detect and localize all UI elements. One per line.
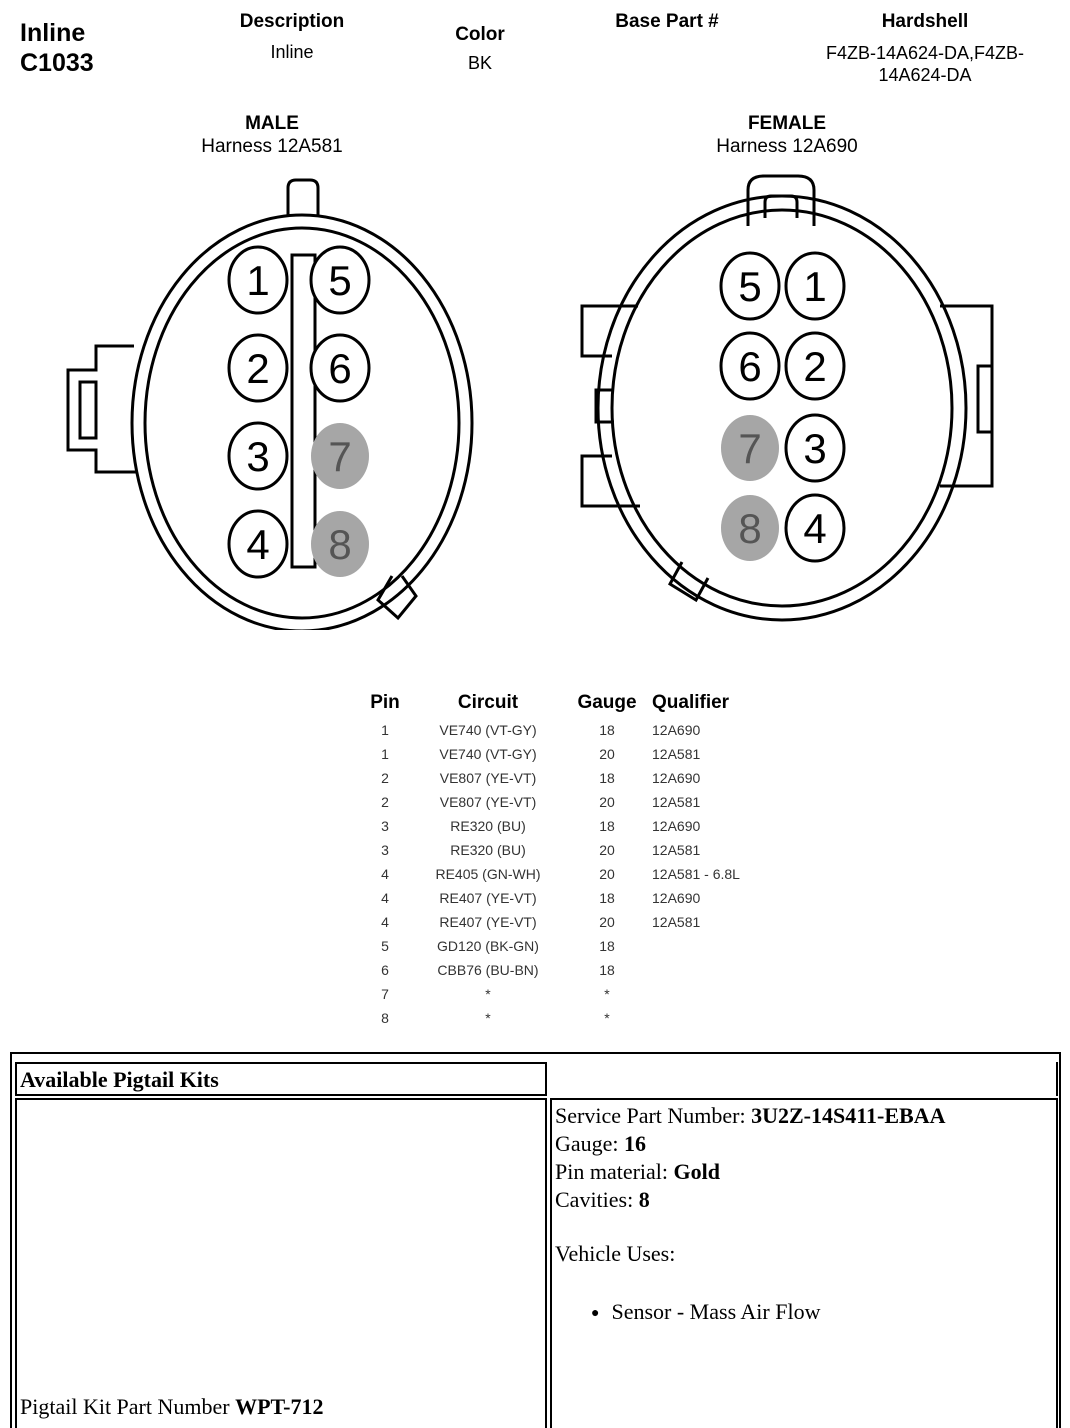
gauge-cell: 18 bbox=[599, 938, 615, 954]
title-line-1: Inline bbox=[20, 19, 86, 47]
table-row bbox=[362, 742, 748, 766]
qualifier-cell: 12A690 bbox=[652, 890, 701, 906]
male-pins bbox=[229, 247, 369, 577]
male-title: MALE bbox=[245, 113, 299, 134]
pin-cell: 8 bbox=[381, 1010, 389, 1026]
female-pin-2 bbox=[786, 333, 844, 399]
pigtail-kit-line bbox=[20, 1394, 324, 1420]
color-label: Color bbox=[455, 24, 505, 45]
gauge-cell: 18 bbox=[599, 770, 615, 786]
male-pin-number: 7 bbox=[328, 433, 352, 480]
cavities-value: 8 bbox=[638, 1187, 650, 1212]
pin-cell: 4 bbox=[381, 866, 389, 882]
kit-right-cell bbox=[550, 1098, 1058, 1428]
qualifier-cell bbox=[646, 1006, 748, 1030]
table-row bbox=[362, 718, 748, 742]
female-top-key bbox=[748, 176, 814, 226]
table-row bbox=[362, 982, 748, 1006]
qualifier-cell: 12A690 bbox=[652, 818, 701, 834]
circuit-cell: GD120 (BK-GN) bbox=[437, 938, 539, 954]
table-row bbox=[362, 814, 748, 838]
table-row bbox=[362, 838, 748, 862]
pin-cell: 2 bbox=[381, 770, 389, 786]
gauge-line bbox=[555, 1130, 945, 1158]
female-pin-7 bbox=[721, 415, 779, 481]
female-pin-number: 7 bbox=[738, 425, 762, 472]
connector-title bbox=[20, 18, 94, 78]
kit-heading: Available Pigtail Kits bbox=[20, 1067, 219, 1092]
hardshell-line-1: F4ZB-14A624-DA,F4ZB- bbox=[825, 43, 1025, 63]
female-pin-number: 1 bbox=[803, 263, 827, 310]
female-pin-3 bbox=[786, 415, 844, 481]
color-value: BK bbox=[467, 53, 492, 73]
female-pin-1 bbox=[786, 253, 844, 319]
female-pin-5 bbox=[721, 253, 779, 319]
male-pin-2 bbox=[229, 335, 287, 401]
kit-details bbox=[555, 1102, 945, 1328]
male-pin-7 bbox=[311, 423, 369, 489]
male-side-clip bbox=[68, 346, 136, 472]
circuit-cell: VE740 (VT-GY) bbox=[439, 722, 537, 738]
female-pin-number: 3 bbox=[803, 425, 827, 472]
gauge-cell: 18 bbox=[599, 722, 615, 738]
title-line-2: C1033 bbox=[20, 49, 94, 77]
vehicle-uses-label: Vehicle Uses: bbox=[555, 1241, 676, 1266]
gauge-cell: 20 bbox=[599, 842, 615, 858]
male-side-clip-slot bbox=[80, 382, 96, 438]
qualifier-cell: 12A581 bbox=[652, 794, 701, 810]
female-pin-number: 4 bbox=[803, 505, 827, 552]
gauge-cell: 20 bbox=[599, 794, 615, 810]
circuit-cell: VE807 (YE-VT) bbox=[439, 794, 537, 810]
table-row bbox=[362, 766, 748, 790]
pin-cell: 4 bbox=[381, 890, 389, 906]
female-right-flange-slot bbox=[978, 366, 992, 432]
male-pin-1 bbox=[229, 247, 287, 313]
pin-cell: 4 bbox=[381, 914, 389, 930]
qualifier-cell bbox=[646, 982, 748, 1006]
qualifier-cell: 12A581 bbox=[652, 746, 701, 762]
pin-table-header bbox=[362, 692, 748, 718]
kit-heading-right-box bbox=[547, 1062, 1058, 1096]
circuit-cell: RE320 (BU) bbox=[450, 818, 526, 834]
cavities-line bbox=[555, 1186, 945, 1214]
male-pin-6 bbox=[311, 335, 369, 401]
table-row bbox=[362, 886, 748, 910]
circuit-cell: RE320 (BU) bbox=[450, 842, 526, 858]
male-top-latch bbox=[288, 180, 318, 216]
hardshell-line-2: 14A624-DA bbox=[878, 65, 972, 85]
gauge-cell: 18 bbox=[599, 962, 615, 978]
circuit-cell: CBB76 (BU-BN) bbox=[437, 962, 539, 978]
male-inner-shell bbox=[145, 228, 459, 618]
col-pin-header: Pin bbox=[370, 692, 400, 713]
male-pin-4 bbox=[229, 511, 287, 577]
gauge-cell: * bbox=[604, 986, 610, 1002]
pin-material-label: Pin material: bbox=[555, 1159, 674, 1184]
hardshell-value bbox=[790, 42, 1060, 86]
pin-cell: 3 bbox=[381, 818, 389, 834]
hardshell-label: Hardshell bbox=[881, 11, 969, 32]
male-pin-number: 4 bbox=[246, 521, 270, 568]
table-row bbox=[362, 934, 748, 958]
vehicle-use-item bbox=[555, 1298, 945, 1328]
col-circuit-header: Circuit bbox=[457, 692, 519, 713]
female-pin-number: 5 bbox=[738, 263, 762, 310]
table-row bbox=[362, 958, 748, 982]
female-pin-number: 6 bbox=[738, 343, 762, 390]
female-pin-6 bbox=[721, 333, 779, 399]
female-outer-shell bbox=[598, 196, 966, 620]
pigtail-value: WPT-712 bbox=[235, 1394, 324, 1419]
female-pin-number: 2 bbox=[803, 343, 827, 390]
circuit-cell: RE407 (YE-VT) bbox=[439, 914, 537, 930]
circuit-cell: VE807 (YE-VT) bbox=[439, 770, 537, 786]
table-row bbox=[362, 862, 748, 886]
qualifier-cell bbox=[646, 934, 748, 958]
pin-material-value: Gold bbox=[673, 1159, 720, 1184]
pin-cell: 1 bbox=[381, 722, 389, 738]
circuit-cell: RE407 (YE-VT) bbox=[439, 890, 537, 906]
gauge-cell: 18 bbox=[599, 818, 615, 834]
col-qualifier-header: Qualifier bbox=[652, 692, 730, 713]
male-connector-diagram bbox=[0, 160, 520, 630]
table-row bbox=[362, 790, 748, 814]
service-part-line bbox=[555, 1102, 945, 1130]
male-pin-5 bbox=[311, 247, 369, 313]
qualifier-cell: 12A690 bbox=[652, 722, 701, 738]
qualifier-cell bbox=[646, 958, 748, 982]
male-harness: Harness 12A581 bbox=[201, 136, 343, 157]
gauge-value: 16 bbox=[624, 1131, 647, 1156]
male-pin-number: 1 bbox=[246, 257, 270, 304]
female-harness: Harness 12A690 bbox=[716, 136, 858, 157]
pin-cell: 6 bbox=[381, 962, 389, 978]
circuit-cell: * bbox=[485, 1010, 491, 1026]
service-part-value: 3U2Z-14S411-EBAA bbox=[751, 1103, 946, 1128]
qualifier-cell: 12A690 bbox=[652, 770, 701, 786]
pin-cell: 7 bbox=[381, 986, 389, 1002]
male-pin-number: 5 bbox=[328, 257, 352, 304]
gauge-label: Gauge: bbox=[555, 1131, 625, 1156]
col-gauge-header: Gauge bbox=[577, 692, 637, 713]
bullet-icon: ● bbox=[591, 1305, 600, 1321]
gauge-cell: 20 bbox=[599, 746, 615, 762]
cavities-label: Cavities: bbox=[555, 1187, 639, 1212]
pin-material-line bbox=[555, 1158, 945, 1186]
female-pin-8 bbox=[721, 495, 779, 561]
female-pin-number: 8 bbox=[738, 505, 762, 552]
service-part-label: Service Part Number: bbox=[555, 1103, 752, 1128]
male-pin-number: 2 bbox=[246, 345, 270, 392]
vehicle-use-text: Sensor - Mass Air Flow bbox=[611, 1299, 821, 1324]
circuit-cell: VE740 (VT-GY) bbox=[439, 746, 537, 762]
gauge-cell: * bbox=[604, 1010, 610, 1026]
male-pin-8 bbox=[311, 511, 369, 577]
female-pin-4 bbox=[786, 495, 844, 561]
circuit-cell: * bbox=[485, 986, 491, 1002]
description-value: Inline bbox=[270, 42, 314, 62]
qualifier-cell: 12A581 bbox=[652, 842, 701, 858]
pin-cell: 5 bbox=[381, 938, 389, 954]
pigtail-label: Pigtail Kit Part Number bbox=[20, 1394, 236, 1419]
male-divider-bar bbox=[292, 255, 315, 567]
female-connector-diagram bbox=[520, 160, 1050, 630]
pin-cell: 1 bbox=[381, 746, 389, 762]
female-inner-shell bbox=[612, 210, 952, 606]
male-pin-3 bbox=[229, 423, 287, 489]
male-pin-number: 6 bbox=[328, 345, 352, 392]
kit-left-cell bbox=[15, 1098, 547, 1428]
male-pin-number: 8 bbox=[328, 521, 352, 568]
pin-cell: 2 bbox=[381, 794, 389, 810]
gauge-cell: 20 bbox=[599, 914, 615, 930]
qualifier-cell: 12A581 - 6.8L bbox=[652, 866, 740, 882]
pin-table bbox=[362, 692, 748, 1030]
qualifier-cell: 12A581 bbox=[652, 914, 701, 930]
kit-heading-box bbox=[15, 1062, 547, 1096]
circuit-cell: RE405 (GN-WH) bbox=[435, 866, 541, 882]
female-top-key-inner bbox=[765, 196, 797, 218]
gauge-cell: 18 bbox=[599, 890, 615, 906]
gauge-cell: 20 bbox=[599, 866, 615, 882]
female-pins bbox=[721, 253, 844, 561]
male-pin-number: 3 bbox=[246, 433, 270, 480]
base-part-label: Base Part # bbox=[615, 11, 719, 32]
table-row bbox=[362, 910, 748, 934]
table-row bbox=[362, 1006, 748, 1030]
female-title: FEMALE bbox=[747, 113, 827, 134]
pin-table-body bbox=[362, 718, 748, 1030]
description-label: Description bbox=[239, 11, 345, 32]
pin-cell: 3 bbox=[381, 842, 389, 858]
